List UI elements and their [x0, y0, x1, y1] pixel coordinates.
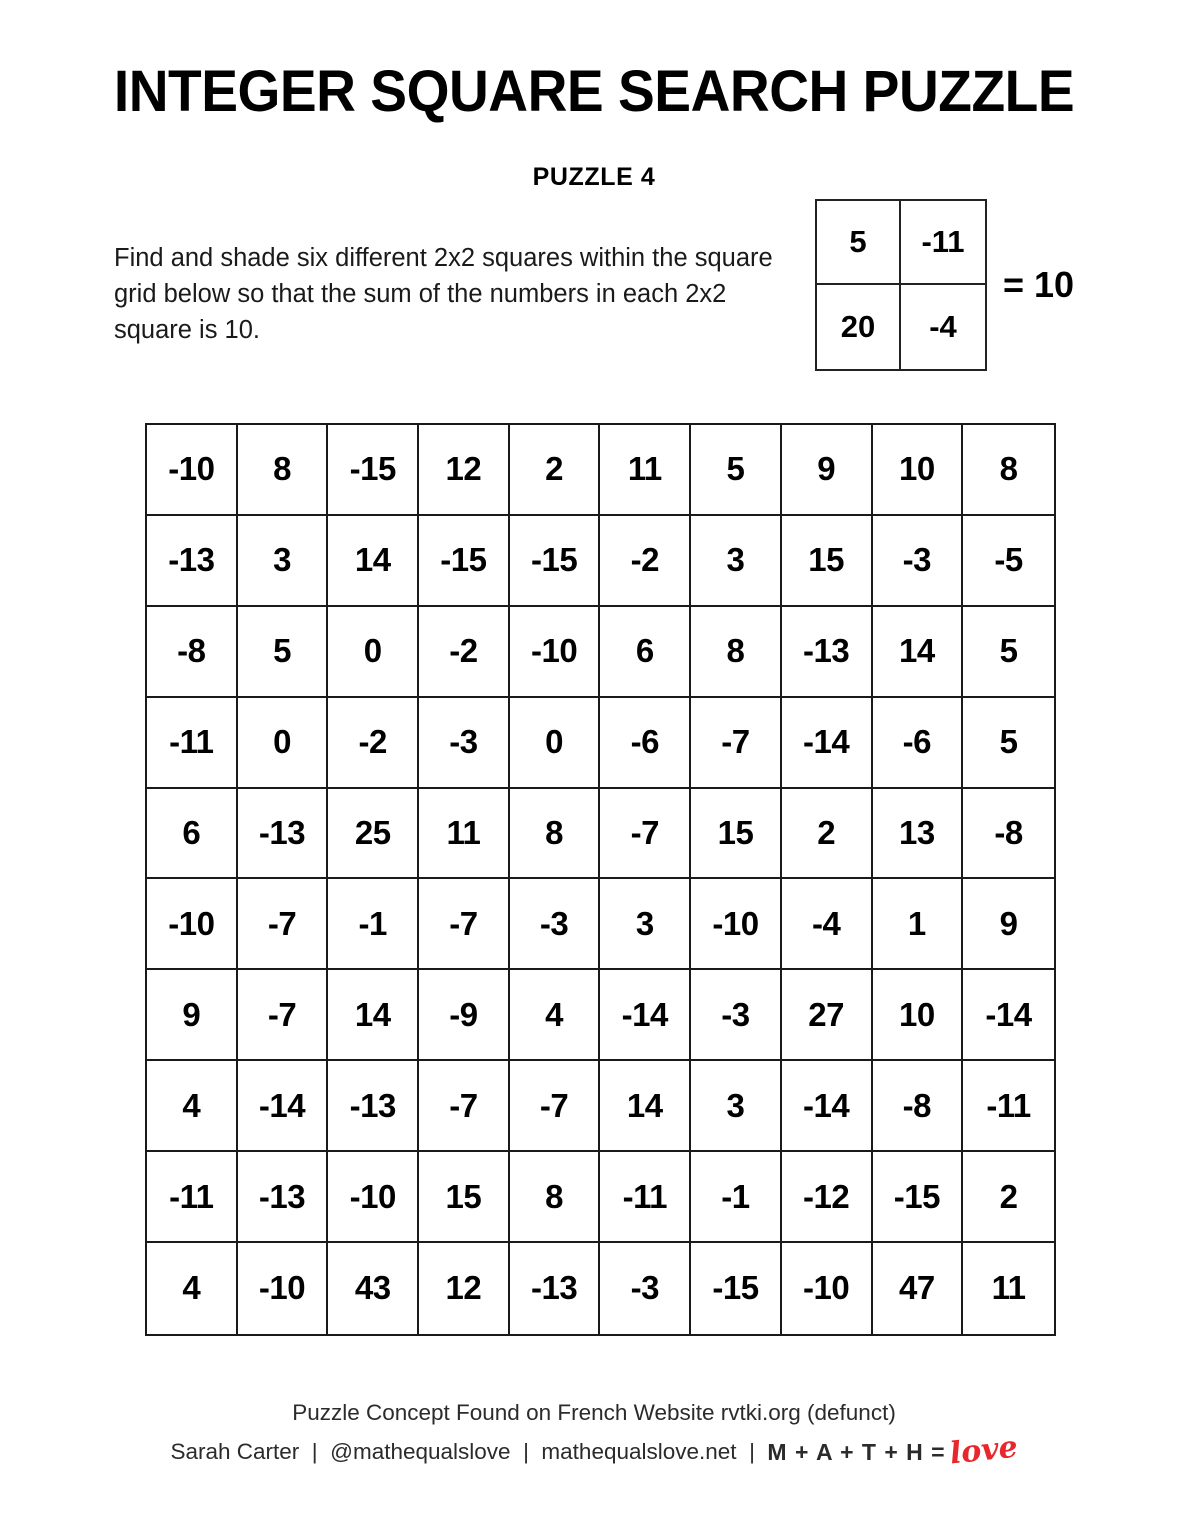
footer-author: Sarah Carter	[170, 1439, 300, 1465]
grid-cell[interactable]: -14	[963, 970, 1054, 1061]
grid-cell[interactable]: -10	[691, 879, 782, 970]
grid-cell[interactable]: 0	[510, 698, 601, 789]
grid-cell[interactable]: 43	[328, 1243, 419, 1334]
example-container	[815, 199, 1074, 371]
example-cell: -11	[901, 201, 985, 285]
example-sum-label: = 10	[1003, 264, 1075, 305]
grid-cell[interactable]: 9	[963, 879, 1054, 970]
grid-cell[interactable]: -2	[328, 698, 419, 789]
grid-cell[interactable]: -14	[238, 1061, 329, 1152]
grid-cell[interactable]: -11	[963, 1061, 1054, 1152]
grid-cell[interactable]: -1	[328, 879, 419, 970]
grid-cell[interactable]: -2	[600, 516, 691, 607]
grid-cell[interactable]: -14	[782, 1061, 873, 1152]
math-equals-love-equation: M + A + T + H =	[767, 1439, 946, 1465]
grid-cell[interactable]: -13	[328, 1061, 419, 1152]
grid-cell[interactable]: -3	[691, 970, 782, 1061]
love-script-logo: love	[947, 1429, 1019, 1472]
footer-separator: |	[736, 1439, 768, 1465]
grid-cell[interactable]: -7	[419, 1061, 510, 1152]
grid-cell[interactable]: -2	[419, 607, 510, 698]
grid-cell[interactable]: -7	[691, 698, 782, 789]
grid-cell[interactable]: 14	[600, 1061, 691, 1152]
grid-cell[interactable]: 5	[238, 607, 329, 698]
grid-cell[interactable]: 6	[600, 607, 691, 698]
grid-cell[interactable]: -10	[147, 425, 238, 516]
grid-cell[interactable]: 5	[963, 698, 1054, 789]
puzzle-number-subtitle: PUZZLE 4	[532, 163, 656, 191]
grid-cell[interactable]: 3	[691, 516, 782, 607]
grid-cell[interactable]: -14	[782, 698, 873, 789]
example-cell: 5	[817, 201, 901, 285]
grid-cell[interactable]: -15	[328, 425, 419, 516]
grid-cell[interactable]: -15	[691, 1243, 782, 1334]
grid-cell[interactable]: 0	[328, 607, 419, 698]
grid-cell[interactable]: 8	[691, 607, 782, 698]
grid-cell[interactable]: 4	[510, 970, 601, 1061]
grid-cell[interactable]: 3	[691, 1061, 782, 1152]
grid-cell[interactable]: 5	[691, 425, 782, 516]
grid-cell[interactable]: -3	[873, 516, 964, 607]
footer	[0, 1396, 1188, 1475]
grid-cell[interactable]: -9	[419, 970, 510, 1061]
grid-cell[interactable]: -8	[963, 789, 1054, 880]
grid-cell[interactable]: 0	[238, 698, 329, 789]
grid-cell[interactable]: -10	[510, 607, 601, 698]
grid-cell[interactable]: -15	[510, 516, 601, 607]
grid-cell[interactable]: 11	[963, 1243, 1054, 1334]
grid-cell[interactable]: -7	[600, 789, 691, 880]
footer-social-handle: @mathequalslove	[330, 1439, 511, 1465]
grid-cell[interactable]: -10	[782, 1243, 873, 1334]
grid-cell[interactable]: -3	[600, 1243, 691, 1334]
grid-cell[interactable]: 1	[873, 879, 964, 970]
grid-cell[interactable]: 15	[691, 789, 782, 880]
grid-cell[interactable]: 11	[419, 789, 510, 880]
grid-cell[interactable]: 14	[873, 607, 964, 698]
grid-cell[interactable]: 12	[419, 1243, 510, 1334]
grid-cell[interactable]: 10	[873, 970, 964, 1061]
grid-cell[interactable]: -6	[873, 698, 964, 789]
grid-cell[interactable]: -10	[147, 879, 238, 970]
grid-cell[interactable]: -11	[147, 1152, 238, 1243]
footer-separator: |	[299, 1439, 331, 1465]
footer-separator: |	[510, 1439, 542, 1465]
grid-cell[interactable]: -4	[782, 879, 873, 970]
grid-cell[interactable]: -3	[510, 879, 601, 970]
grid-cell[interactable]: 10	[873, 425, 964, 516]
grid-cell[interactable]: -8	[147, 607, 238, 698]
grid-cell[interactable]: -10	[238, 1243, 329, 1334]
grid-cell[interactable]: -8	[873, 1061, 964, 1152]
grid-cell[interactable]: -15	[419, 516, 510, 607]
grid-cell[interactable]: 15	[782, 516, 873, 607]
grid-cell[interactable]: 12	[419, 425, 510, 516]
grid-cell[interactable]: 8	[510, 789, 601, 880]
grid-cell[interactable]: -11	[600, 1152, 691, 1243]
grid-cell[interactable]: 27	[782, 970, 873, 1061]
grid-cell[interactable]: -13	[238, 1152, 329, 1243]
grid-cell[interactable]: 4	[147, 1243, 238, 1334]
grid-cell[interactable]: -7	[238, 879, 329, 970]
grid-cell[interactable]: 25	[328, 789, 419, 880]
grid-cell[interactable]: 15	[419, 1152, 510, 1243]
instructions-text: Find and shade six different 2x2 squares within the square grid below so that the sum of the numbers in each 2x2 square is 10.	[114, 244, 773, 345]
grid-cell[interactable]: 5	[963, 607, 1054, 698]
grid-cell[interactable]: 8	[963, 425, 1054, 516]
example-2x2-grid	[815, 199, 987, 371]
grid-cell[interactable]: -7	[238, 970, 329, 1061]
grid-cell[interactable]: -12	[782, 1152, 873, 1243]
grid-cell[interactable]: -11	[147, 698, 238, 789]
grid-cell[interactable]: 6	[147, 789, 238, 880]
example-cell: -4	[929, 309, 957, 344]
grid-cell[interactable]: 13	[873, 789, 964, 880]
grid-cell[interactable]: -3	[419, 698, 510, 789]
page-title: INTEGER SQUARE SEARCH PUZZLE	[113, 59, 1075, 124]
puzzle-grid[interactable]	[145, 423, 1056, 1336]
grid-cell[interactable]: 8	[238, 425, 329, 516]
grid-cell[interactable]: -6	[600, 698, 691, 789]
grid-cell[interactable]: -13	[510, 1243, 601, 1334]
footer-credit-author-line	[0, 1430, 1188, 1475]
grid-cell[interactable]: 2	[510, 425, 601, 516]
grid-cell[interactable]: 2	[782, 789, 873, 880]
grid-cell[interactable]: 3	[238, 516, 329, 607]
grid-cell[interactable]: 47	[873, 1243, 964, 1334]
grid-cell[interactable]: -13	[238, 789, 329, 880]
grid-cell[interactable]: -14	[600, 970, 691, 1061]
grid-cell[interactable]: -13	[147, 516, 238, 607]
grid-cell[interactable]: 3	[600, 879, 691, 970]
example-cell: 20	[817, 285, 901, 369]
grid-cell[interactable]: -1	[691, 1152, 782, 1243]
grid-cell[interactable]: -5	[963, 516, 1054, 607]
grid-cell[interactable]: 4	[147, 1061, 238, 1152]
grid-cell[interactable]: 8	[510, 1152, 601, 1243]
grid-cell[interactable]: 14	[328, 516, 419, 607]
grid-cell[interactable]: -10	[328, 1152, 419, 1243]
grid-cell[interactable]: 14	[328, 970, 419, 1061]
footer-credit-source: Puzzle Concept Found on French Website rvtki.org (defunct)	[292, 1400, 896, 1425]
grid-cell[interactable]: 11	[600, 425, 691, 516]
grid-cell[interactable]: -7	[510, 1061, 601, 1152]
grid-cell[interactable]: -7	[419, 879, 510, 970]
grid-cell[interactable]: 9	[782, 425, 873, 516]
grid-cell[interactable]: 2	[963, 1152, 1054, 1243]
footer-website-link[interactable]: mathequalslove.net	[541, 1439, 737, 1465]
grid-cell[interactable]: -13	[782, 607, 873, 698]
grid-cell[interactable]: -15	[873, 1152, 964, 1243]
grid-cell[interactable]: 9	[147, 970, 238, 1061]
